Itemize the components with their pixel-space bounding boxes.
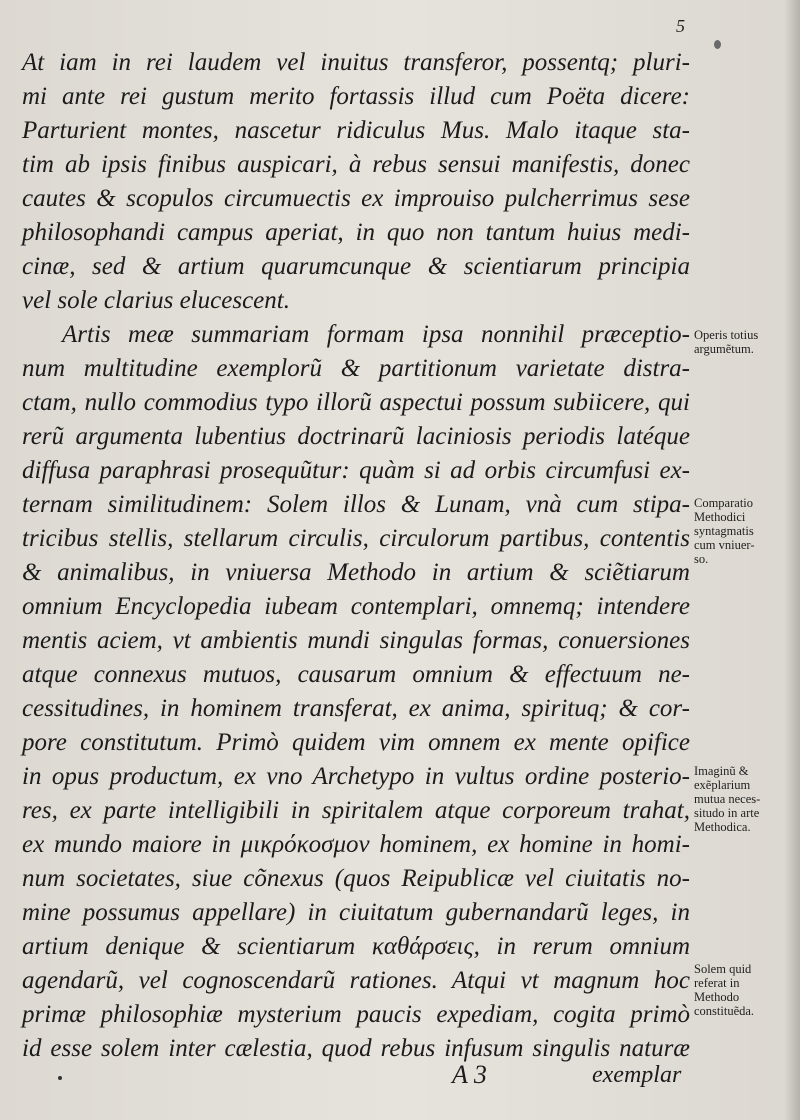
text-line: cautes & scopulos circumuectis ex improuiso pulcherrimus sese [22, 185, 690, 212]
text-line: Artis meæ summariam formam ipsa nonnihil præceptio- [62, 321, 690, 348]
margin-note-argument: Operis totius argumẽtum. [694, 328, 759, 356]
text-line: vel sole clarius elucescent. [22, 287, 290, 314]
text-line: primæ philosophiæ mysterium paucis expediam, cogita primò [22, 1001, 690, 1028]
text-line: tim ab ipsis finibus auspicari, à rebus sensui manifestis, donec [22, 151, 690, 178]
text-line: diffusa paraphrasi prosequũtur: quàm si ad orbis circumfusi ex- [22, 457, 690, 484]
show-through-text [730, 100, 800, 720]
text-line: mi ante rei gustum merito fortassis illud cum Poëta dicere: [22, 83, 690, 110]
text-line: artium denique & scientiarum καθάρσεις, in rerum omnium [22, 933, 690, 960]
text-line: rerũ argumenta lubentius doctrinarũ laciniosis periodis latéque [22, 423, 690, 450]
text-line: ternam similitudinem: Solem illos & Lunam, vnà cum stipa- [22, 491, 690, 518]
text-line: num societates, siue cõnexus (quos Reipublicæ vel ciuitatis no- [22, 865, 690, 892]
text-line: res, ex parte intelligibili in spiritalem atque corporeum trahat, [22, 797, 690, 824]
text-line: mentis aciem, vt ambientis mundi singulas formas, conuersiones [22, 627, 690, 654]
text-line: pore constitutum. Primò quidem vim omnem ex mente opifice [22, 729, 690, 756]
margin-note-solem: Solem quid referat in Methodo constituẽda. [694, 962, 755, 1018]
text-line: ex mundo maiore in μικρόκοσμον hominem, ex homine in homi- [22, 831, 690, 858]
page-number: 5 [676, 16, 685, 36]
text-line: & animalibus, in vniuersa Methodo in artium & sciẽtiarum [22, 559, 690, 586]
text-line: ctam, nullo commodius typo illorũ aspectui possum subiicere, qui [22, 389, 690, 416]
text-line: num multitudine exemplorũ & partitionum varietate distra- [22, 355, 690, 382]
text-line: omnium Encyclopedia iubeam contemplari, omnemq; intendere [22, 593, 690, 620]
margin-note-imaginum: Imaginũ & exẽplarium mutua neces- situdo in arte Methodica. [694, 764, 761, 834]
text-line: At iam in rei laudem vel inuitus transferor, possentq; pluri- [22, 49, 690, 76]
ink-dot [58, 1076, 62, 1080]
signature-mark: A 3 [452, 1060, 487, 1089]
text-line: tricibus stellis, stellarum circulis, circulorum partibus, contentis [22, 525, 690, 552]
text-line: philosophandi campus aperiat, in quo non tantum huius medi- [22, 219, 690, 246]
ink-speck [714, 40, 721, 49]
text-line: Parturient montes, nascetur ridiculus Mus. Malo itaque sta- [22, 117, 690, 144]
text-line: agendarũ, vel cognoscendarũ rationes. Atqui vt magnum hoc [22, 967, 690, 994]
text-line: cessitudines, in hominem transferat, ex anima, spirituq; & cor- [22, 695, 690, 722]
text-line: id esse solem inter cælestia, quod rebus infusum singulis naturæ [22, 1035, 690, 1062]
margin-note-comparatio: Comparatio Methodici syntagmatis cum vniuer- so. [694, 496, 755, 566]
catchword: exemplar [592, 1062, 682, 1088]
text-line: mine possumus appellare) in ciuitatum gubernandarũ leges, in [22, 899, 690, 926]
text-line: cinæ, sed & artium quarumcunque & scientiarum principia [22, 253, 690, 280]
text-line: in opus productum, ex vno Archetypo in vultus ordine posterio- [22, 763, 690, 790]
text-line: atque connexus mutuos, causarum omnium & effectuum ne- [22, 661, 690, 688]
